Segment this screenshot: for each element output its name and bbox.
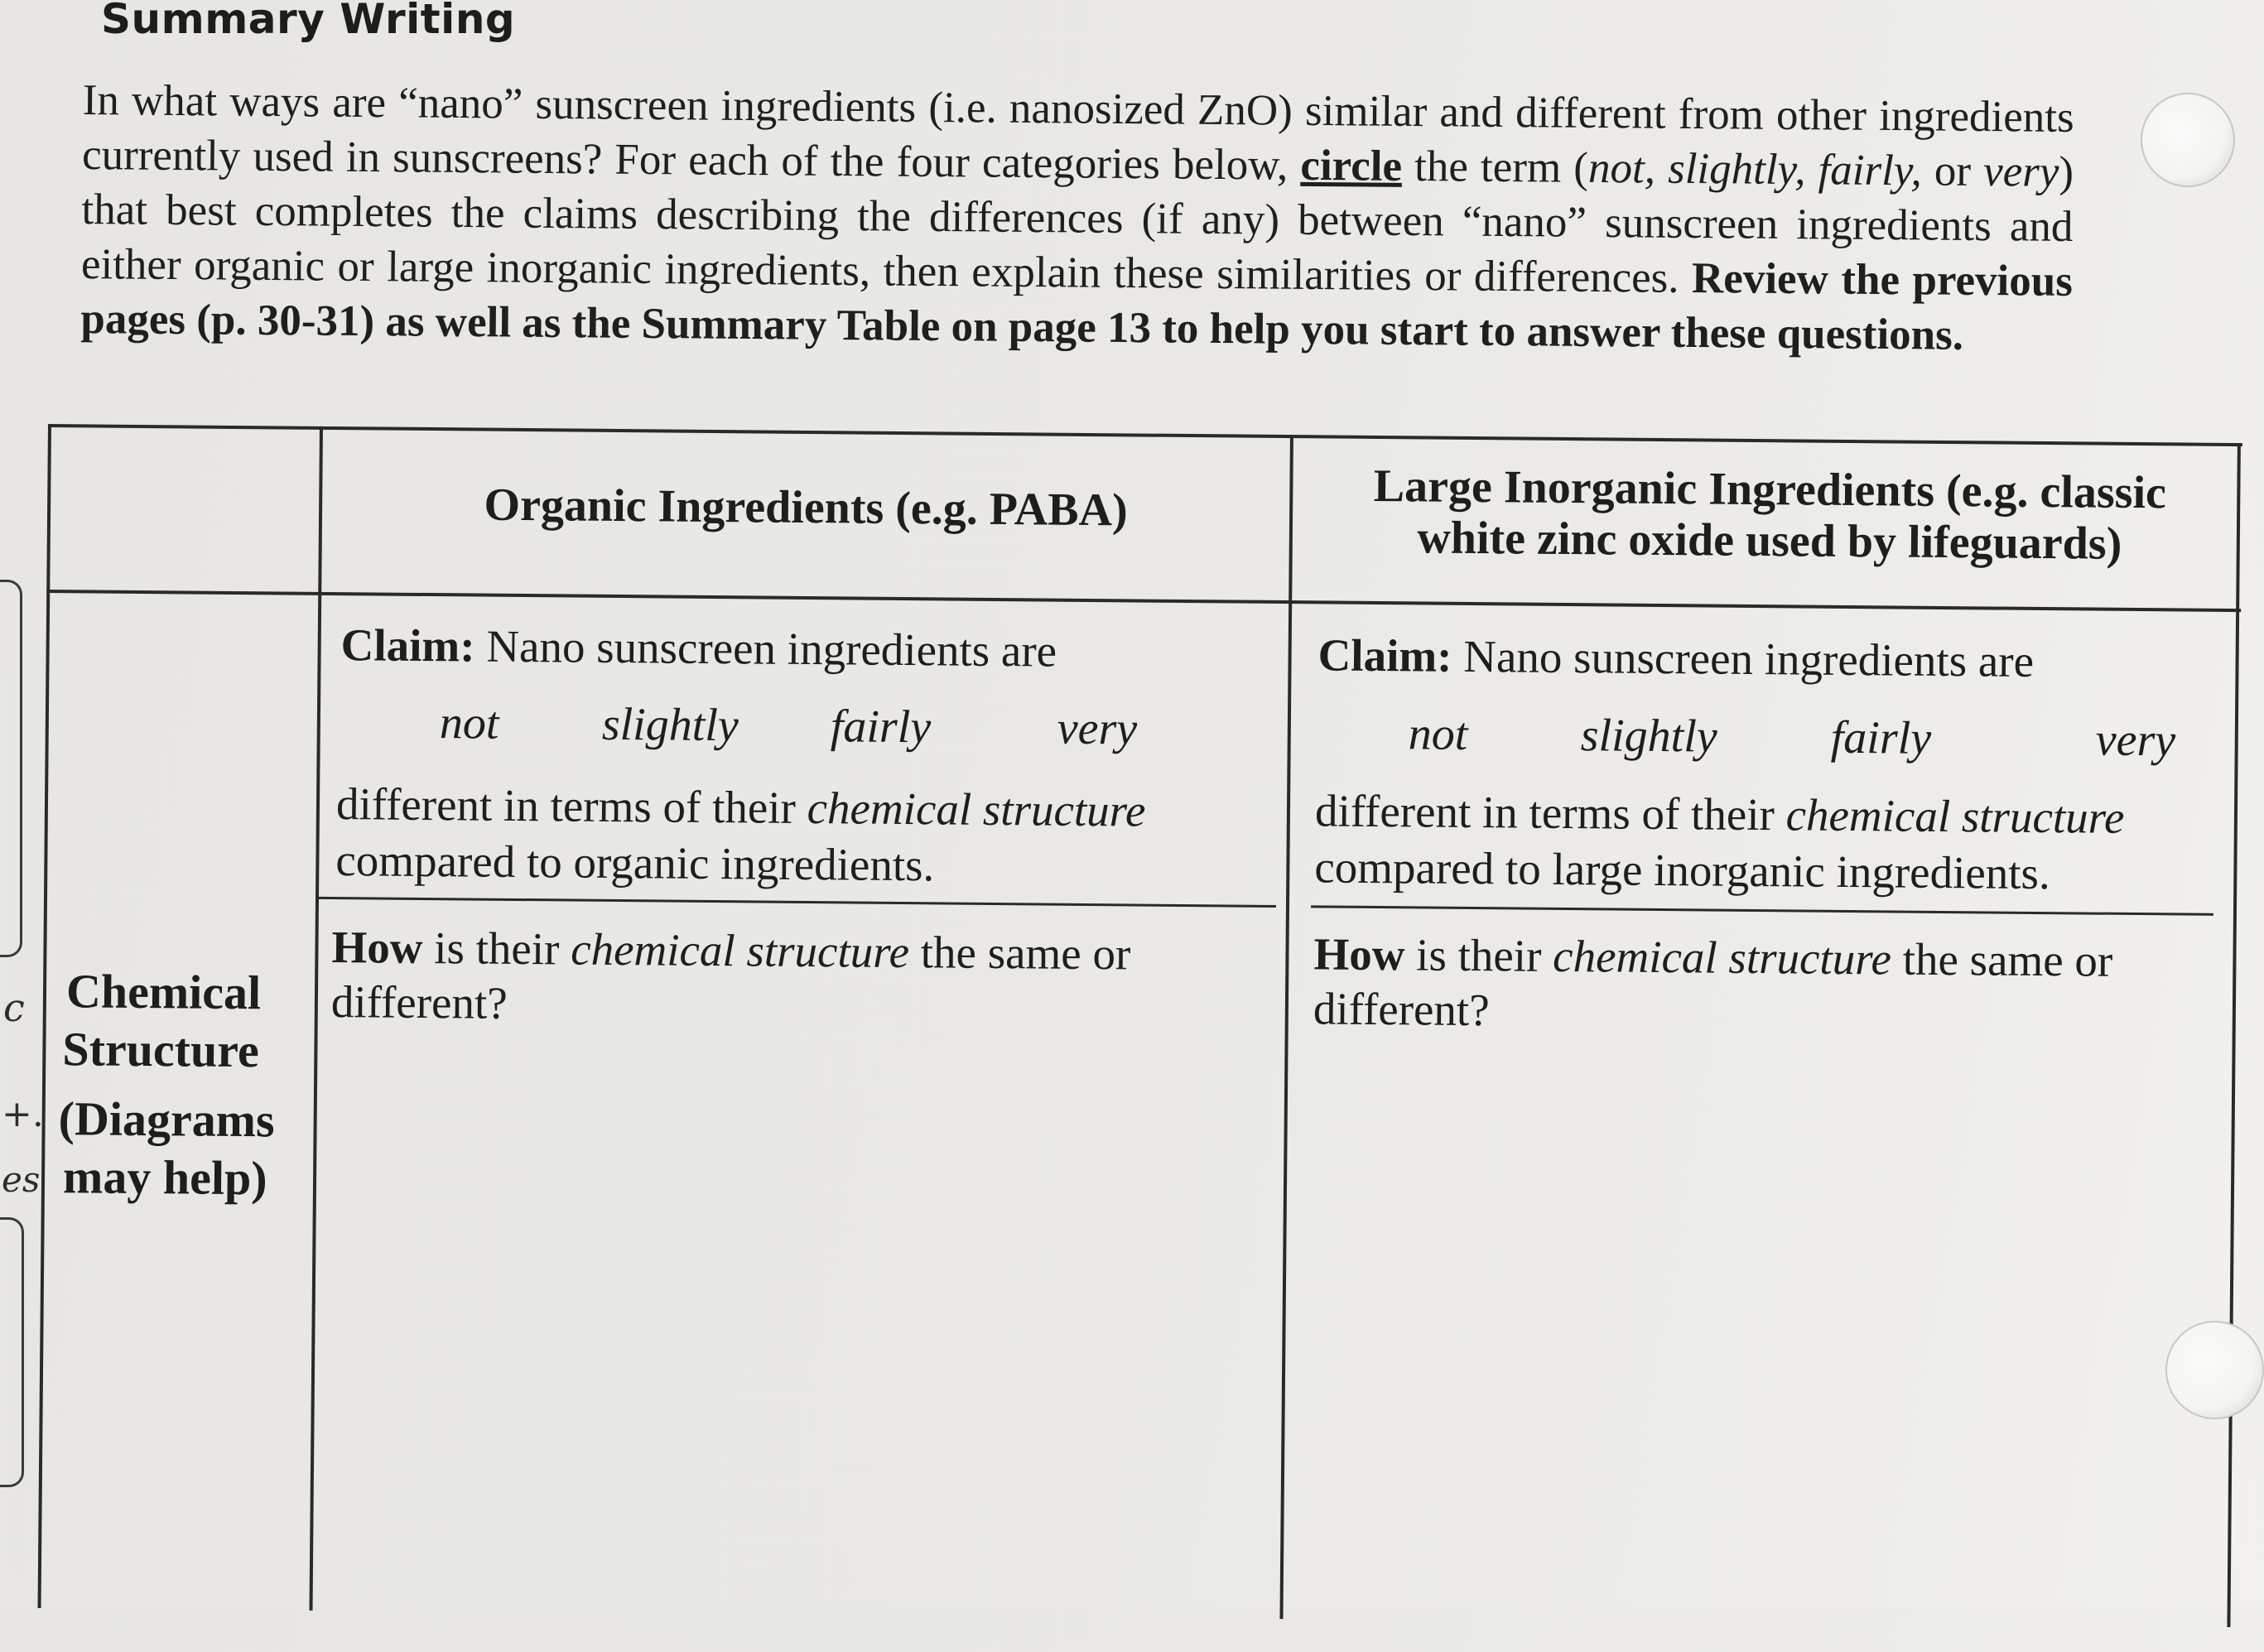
organic-options [340, 696, 1269, 762]
organic-diff-post: compared to organic ingredients. [335, 835, 935, 891]
table-right-border [2227, 443, 2240, 1627]
inorganic-question-bold: How [1313, 928, 1405, 980]
row-label-line-2: Structure [62, 1022, 260, 1078]
inorganic-diff-post: compared to large inorganic ingredients. [1314, 841, 2051, 899]
table-left-border [38, 424, 51, 1608]
intro-text-3: ) that best completes the claims describing the differences (if any) between “nano” sunscreen ingredients and either organic or large inorganic ingredients, then explain these similarities or differences. [80, 147, 2074, 302]
inorganic-question-post: the same or different? [1313, 933, 2113, 1036]
inorganic-claim [1317, 627, 2229, 691]
intro-text-1: In what ways are “nano” sunscreen ingredients (i.e. nanosized ZnO) similar and different from other ingredients currently used in sunscreens? For each of the four categories below, [81, 75, 2074, 190]
row-label-chemical-structure [58, 962, 317, 1208]
row-label-line-4: may help) [62, 1149, 267, 1206]
organic-difference-text [335, 776, 1280, 897]
inorganic-separator [1311, 905, 2213, 916]
inorganic-claim-label: Claim: [1317, 629, 1452, 682]
organic-claim-label: Claim: [340, 619, 475, 672]
organic-option-fairly[interactable]: fairly [830, 701, 932, 754]
inorganic-diff-italic: chemical structure [1785, 789, 2125, 843]
intro-paragraph [80, 73, 2074, 364]
intro-or: or [1934, 147, 1972, 195]
intro-very: very [1982, 147, 2059, 196]
margin-bracket-upper [0, 580, 22, 957]
inorganic-option-fairly[interactable]: fairly [1830, 711, 1932, 764]
inorganic-answer-area[interactable] [1289, 1048, 2221, 1619]
inorganic-difference-text [1314, 783, 2226, 903]
inorganic-question-italic: chemical structure [1552, 930, 1892, 985]
inorganic-option-not[interactable]: not [1408, 708, 1468, 760]
organic-option-not[interactable]: not [439, 697, 499, 749]
intro-terms: not, slightly, fairly, [1587, 143, 1923, 195]
circle-instruction: circle [1300, 141, 1403, 190]
inorganic-claim-text: Nano sunscreen ingredients are [1463, 630, 2035, 686]
inorganic-option-slightly[interactable]: slightly [1580, 710, 1717, 763]
organic-diff-pre: different in terms of their [335, 778, 797, 833]
section-heading: Summary Writing [101, 0, 516, 43]
organic-option-slightly[interactable]: slightly [601, 698, 739, 752]
organic-option-very[interactable]: very [1057, 702, 1138, 755]
punch-hole-top [2141, 93, 2235, 187]
margin-mark-c: c [3, 985, 25, 1030]
organic-claim [340, 617, 1269, 682]
organic-diff-italic: chemical structure [807, 783, 1146, 836]
header-bottom-border [46, 590, 2241, 612]
organic-question-bold: How [331, 922, 423, 973]
inorganic-option-very[interactable]: very [2095, 714, 2176, 767]
organic-answer-area[interactable] [320, 1039, 1277, 1611]
row-label-line-1: Chemical [65, 964, 262, 1020]
margin-bracket-lower [0, 1217, 24, 1487]
table-top-border [48, 424, 2242, 446]
organic-question-post: the same or different? [330, 927, 1131, 1028]
inorganic-diff-pre: different in terms of their [1314, 785, 1775, 840]
intro-bold-instruction: Review the previous pages (p. 30-31) as well as the Summary Table on page 13 to help you start to answer these questions. [80, 253, 2074, 359]
organic-question-italic: chemical structure [570, 923, 910, 978]
organic-question-mid: is their [433, 922, 560, 975]
inorganic-options [1317, 706, 2228, 773]
inorganic-question [1313, 927, 2225, 1044]
comparison-table [37, 424, 2242, 1652]
inorganic-question-mid: is their [1415, 929, 1542, 981]
organic-separator [319, 897, 1276, 908]
row-label-line-3: (Diagrams [58, 1091, 275, 1148]
punch-hole-bottom [2165, 1321, 2264, 1419]
intro-text-2: the term ( [1414, 142, 1589, 192]
margin-mark-plus: +. [2, 1093, 44, 1135]
organic-question [331, 920, 1276, 1038]
margin-mark-es: es [2, 1159, 41, 1200]
header-organic: Organic Ingredients (e.g. PABA) [484, 479, 1129, 537]
header-large-inorganic: Large Inorganic Ingredients (e.g. classic white zinc oxide used by lifeguards) [1373, 460, 2167, 570]
organic-claim-text: Nano sunscreen ingredients are [486, 620, 1057, 677]
